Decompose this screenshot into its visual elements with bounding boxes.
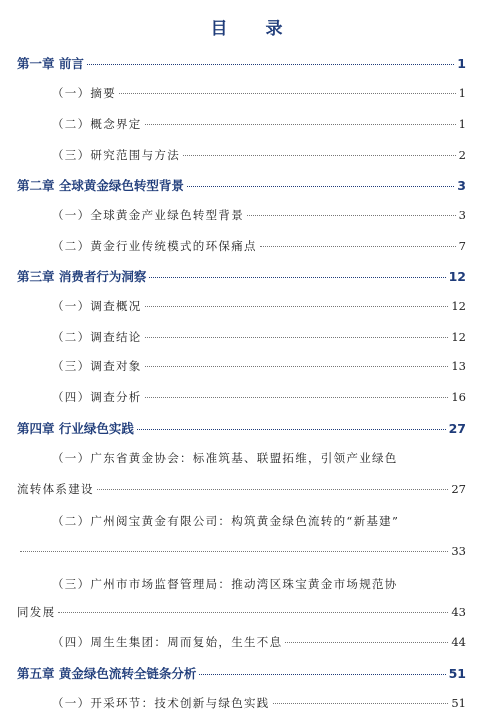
- page-number: 33: [451, 544, 466, 558]
- entry-label: （三）调查对象: [52, 359, 142, 373]
- leader-dots: [273, 703, 449, 704]
- leader-dots: [145, 397, 449, 398]
- page-number: 1: [457, 56, 466, 71]
- toc-section-3-4[interactable]: [52, 389, 466, 405]
- page-number: 44: [451, 635, 466, 649]
- page-number: 51: [451, 696, 466, 710]
- leader-dots: [183, 155, 456, 156]
- toc-section-4-1-line2[interactable]: [17, 481, 466, 497]
- toc-section-4-3-line2[interactable]: [17, 604, 466, 620]
- leader-dots: [199, 674, 445, 675]
- entry-label: （一）全球黄金产业绿色转型背景: [52, 208, 244, 222]
- toc-section-3-1[interactable]: [52, 298, 466, 314]
- entry-label: 第一章 前言: [17, 56, 84, 71]
- entry-label: （一）调查概况: [52, 299, 142, 313]
- toc-section-1-2[interactable]: [52, 116, 466, 132]
- entry-label: （一）开采环节：技术创新与绿色实践: [52, 696, 270, 710]
- toc-section-1-1[interactable]: [52, 85, 466, 101]
- entry-label: （二）黄金行业传统模式的环保痛点: [52, 239, 257, 253]
- entry-label: 第二章 全球黄金绿色转型背景: [17, 178, 184, 193]
- entry-label: （一）摘要: [52, 86, 116, 100]
- toc-section-1-3[interactable]: [52, 147, 466, 163]
- toc-chapter-2[interactable]: [17, 176, 466, 194]
- leader-dots: [145, 306, 449, 307]
- page-number: 13: [451, 359, 466, 373]
- entry-label: 同发展: [17, 605, 56, 619]
- entry-label: 第五章 黄金绿色流转全链条分析: [17, 666, 197, 681]
- page-number: 27: [448, 421, 466, 436]
- leader-dots: [187, 186, 454, 187]
- entry-label: （二）概念界定: [52, 117, 142, 131]
- page-number: 2: [458, 148, 466, 162]
- leader-dots: [260, 246, 456, 247]
- toc-section-2-2[interactable]: [52, 238, 466, 254]
- toc-section-4-4[interactable]: [52, 634, 466, 650]
- page-number: 1: [458, 117, 466, 131]
- entry-label: （四）周生生集团：周而复始，生生不息: [52, 635, 283, 649]
- page-number: 3: [458, 208, 466, 222]
- toc-section-5-1[interactable]: [52, 695, 466, 711]
- toc-chapter-3[interactable]: [17, 267, 466, 285]
- leader-dots: [149, 277, 445, 278]
- page-number: 12: [448, 269, 466, 284]
- page-number: 27: [451, 482, 466, 496]
- entry-label: （四）调查分析: [52, 390, 142, 404]
- page-number: 12: [451, 299, 466, 313]
- entry-label: （三）研究范围与方法: [52, 148, 180, 162]
- page-number: 43: [451, 605, 466, 619]
- page-number: 51: [448, 666, 466, 681]
- leader-dots: [137, 429, 446, 430]
- toc-section-4-2-line2[interactable]: [17, 544, 466, 558]
- page-number: 12: [451, 330, 466, 344]
- toc-section-4-2-line1[interactable]: （二）广州阅宝黄金有限公司：构筑黄金绿色流转的“新基建”: [52, 514, 400, 528]
- page-number: 3: [457, 178, 466, 193]
- leader-dots: [247, 215, 456, 216]
- page-number: 1: [458, 86, 466, 100]
- toc-chapter-1[interactable]: [17, 54, 466, 72]
- leader-dots: [145, 337, 449, 338]
- leader-dots: [58, 612, 448, 613]
- toc-section-2-1[interactable]: [52, 207, 466, 223]
- toc-chapter-5[interactable]: [17, 664, 466, 682]
- entry-label: 第三章 消费者行为洞察: [17, 269, 147, 284]
- toc-chapter-4[interactable]: [17, 419, 466, 437]
- page-number: 7: [458, 239, 466, 253]
- leader-dots: [119, 93, 456, 94]
- leader-dots: [97, 489, 449, 490]
- toc-section-4-1-line1[interactable]: （一）广东省黄金协会：标准筑基、联盟拓维，引领产业绿色: [52, 451, 398, 465]
- leader-dots: [20, 551, 448, 552]
- page-number: 16: [451, 390, 466, 404]
- toc-section-3-2[interactable]: [52, 329, 466, 345]
- toc-section-4-3-line1[interactable]: （三）广州市市场监督管理局：推动湾区珠宝黄金市场规范协: [52, 577, 398, 591]
- leader-dots: [145, 124, 456, 125]
- entry-label: 流转体系建设: [17, 482, 94, 496]
- leader-dots: [145, 366, 449, 367]
- entry-label: （二）调查结论: [52, 330, 142, 344]
- entry-label: 第四章 行业绿色实践: [17, 421, 134, 436]
- leader-dots: [87, 64, 454, 65]
- page-title: 目 录: [210, 19, 299, 39]
- leader-dots: [285, 642, 448, 643]
- toc-section-3-3[interactable]: [52, 358, 466, 374]
